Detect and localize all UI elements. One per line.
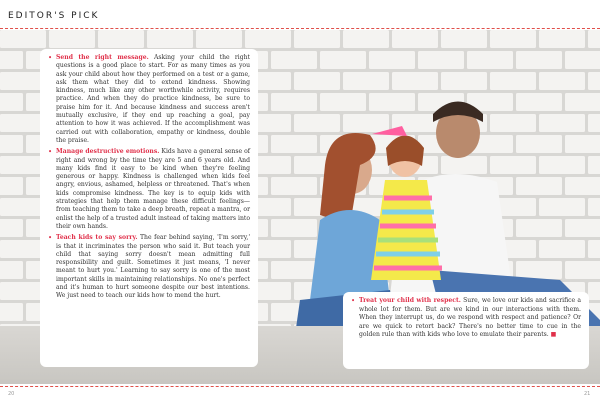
tip-item [48, 54, 250, 145]
tip-item [48, 234, 250, 300]
bullet-icon: • [48, 234, 53, 243]
end-mark-icon: ■ [550, 331, 557, 338]
bullet-icon: • [48, 148, 53, 157]
bullet-icon: • [48, 54, 53, 62]
tips-card-left [40, 49, 258, 367]
tip-body: The fear behind saying, 'I'm sorry,' is that it incriminates the person who said it. But teach your child that saying sorry doesn't mean admitting full responsibility and guilt. Sometimes it just means, 'I never meant to hurt you.' Learning to say sorry is one of the most important skills in maintaining relationships. No one's perfect and it's human to hurt someone despite our best intentions. We just need to teach our kids how to mend the hurt. [56, 234, 251, 300]
tip-item [48, 148, 250, 231]
tip-lead: Teach kids to say sorry. [56, 234, 138, 242]
tip-lead: Treat your child with respect. [359, 297, 461, 304]
tip-body: Kids have a general sense of right and wrong by the time they are 5 and 6 years old. And many kids find it easy to be kind when they're feeling generous or happy. Kindness is challenged when kids feel angry, envious, ashamed, helpless or threatened. That's when kids compromise kindness. The key is to equip kids with strategies that help them manage these difficult feelings—from teaching them to take a deep breath, repeat a mantra, or enlist the help of a trusted adult instead of taking matters into their own hands. [56, 148, 250, 230]
page-number-left: 20 [8, 391, 15, 397]
tip-lead: Send the right message. [56, 54, 149, 61]
footer-divider [0, 386, 600, 387]
section-title: EDITOR'S PICK [8, 11, 100, 21]
tip-body: Asking your child the right questions is a good place to start. For as many times as you ask your child about how they performed on a test or a game, ask them what they did to extend kindness. Showing kindness, much like any other worthwhile activity, requires practice. And when they do practice kindness, be sure to praise him for it. And because kindness and success aren't mutually exclusive, if they end up reaching a goal, pay attention to how it was achieved. If the accomplishment was carried out with collaboration, empathy or kindness, double the praise. [56, 54, 250, 144]
header-divider [0, 28, 600, 29]
tip-respect [351, 297, 581, 340]
tip-body: Sure, we love our kids and sacrifice a whole lot for them. But are we kind in our interactions with them. When they interrupt us, do we respond with respect and patience? Or are we quick to retort back? There's no better time to cue in the golden rule than with kids who love to emulate their parents. [359, 297, 582, 338]
bullet-icon: • [351, 297, 356, 305]
page-header [0, 0, 600, 30]
tips-card-right [343, 292, 589, 369]
tip-lead: Manage destructive emotions. [56, 148, 160, 156]
page-number-right: 21 [584, 391, 591, 397]
